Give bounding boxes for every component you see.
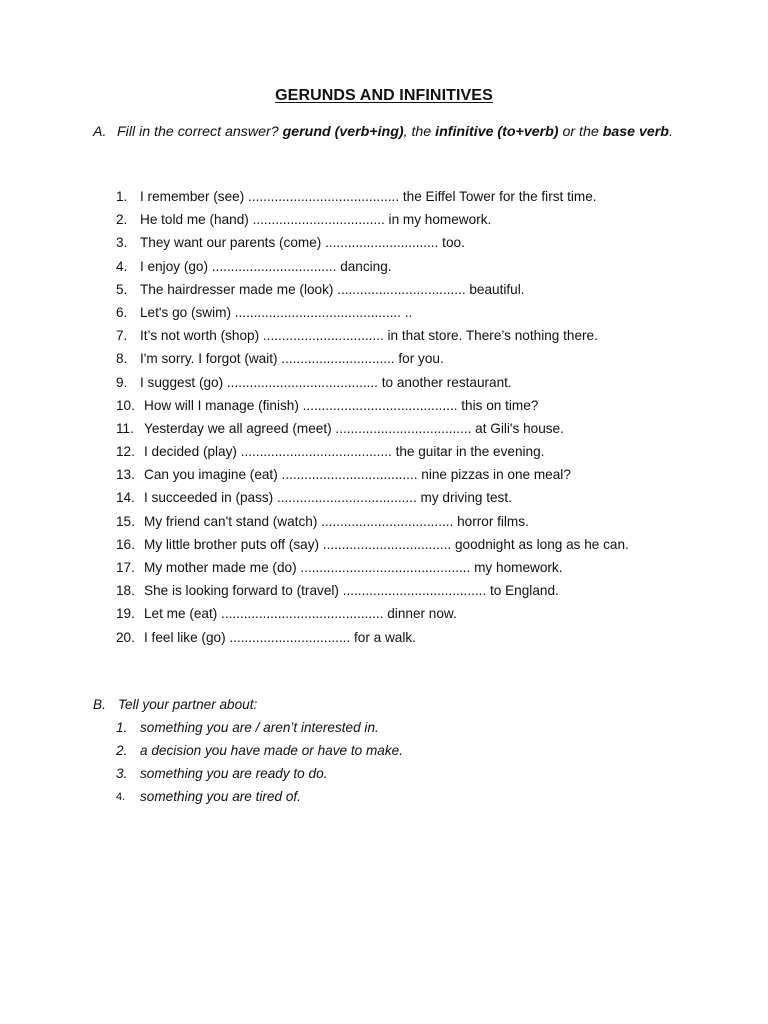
item-text: Let's go (swim) ............................................ .. xyxy=(140,304,413,320)
item-number: 2. xyxy=(116,743,128,758)
item-text: I feel like (go) ................................ for a walk. xyxy=(144,629,416,645)
item-text: My little brother puts off (say) .................................. goodnight as long as he can. xyxy=(144,536,629,552)
item-text: I remember (see) ........................................ the Eiffel Tower for the first time. xyxy=(140,189,597,204)
item-text: I enjoy (go) ................................. dancing. xyxy=(140,258,392,274)
list-item xyxy=(0,233,768,256)
item-text: My friend can't stand (watch) ................................... horror films. xyxy=(144,513,529,529)
item-number: 16. xyxy=(116,536,135,552)
list-item xyxy=(0,535,768,558)
item-text: something you are ready to do. xyxy=(140,766,328,781)
item-text: I'm sorry. I forgot (wait) .............................. for you. xyxy=(140,351,444,367)
list-item xyxy=(0,210,768,233)
list-item xyxy=(0,581,768,604)
item-text: She is looking forward to (travel) ...................................... to England. xyxy=(144,583,559,599)
item-number: 20. xyxy=(116,629,135,645)
exercise-b-list xyxy=(0,718,768,810)
item-number: 17. xyxy=(116,560,135,575)
item-text: My mother made me (do) ............................................. my homework. xyxy=(144,560,563,575)
instruction-sep-1: , the xyxy=(403,124,436,140)
list-item xyxy=(0,718,768,741)
item-text: The hairdresser made me (look) .................................. beautiful. xyxy=(140,281,525,297)
item-number: 18. xyxy=(116,583,135,599)
item-number: 4. xyxy=(116,791,126,803)
list-item xyxy=(0,604,768,627)
item-number: 1. xyxy=(116,189,128,204)
item-number: 15. xyxy=(116,513,135,529)
list-item xyxy=(0,787,768,810)
item-number: 6. xyxy=(116,304,128,320)
item-number: 13. xyxy=(116,467,135,483)
list-item xyxy=(0,396,768,419)
item-number: 8. xyxy=(116,351,128,367)
item-text: He told me (hand) ................................... in my homework. xyxy=(140,212,492,228)
list-item xyxy=(0,512,768,535)
list-item xyxy=(0,741,768,764)
item-text: They want our parents (come) .............................. too. xyxy=(140,235,465,251)
page-title: GERUNDS AND INFINITIVES xyxy=(275,87,493,104)
item-number: 11. xyxy=(116,420,134,436)
item-number: 12. xyxy=(116,444,135,460)
section-b-letter: B. xyxy=(93,697,106,712)
section-a-letter: A. xyxy=(93,124,107,140)
option-base-verb: base verb xyxy=(602,124,669,140)
instruction-lead: Fill in the correct answer? xyxy=(117,124,283,140)
item-text: I decided (play) ........................................ the guitar in the evening. xyxy=(144,444,545,460)
item-text: I succeeded in (pass) ..................................... my driving test. xyxy=(144,490,512,506)
item-number: 5. xyxy=(116,281,128,297)
item-number: 2. xyxy=(116,212,128,228)
list-item xyxy=(0,558,768,581)
item-number: 7. xyxy=(116,328,128,344)
exercise-a-list xyxy=(0,187,768,651)
item-text: a decision you have made or have to make. xyxy=(140,743,403,758)
list-item xyxy=(0,764,768,787)
item-text: Yesterday we all agreed (meet) .................................... at Gili's house. xyxy=(144,420,564,436)
item-text: Can you imagine (eat) .................................... nine pizzas in one meal? xyxy=(144,467,571,483)
list-item xyxy=(0,349,768,372)
item-text: something you are tired of. xyxy=(140,789,301,804)
item-number: 9. xyxy=(116,374,128,390)
list-item xyxy=(0,257,768,280)
list-item xyxy=(0,628,768,651)
item-text: something you are / aren’t interested in. xyxy=(140,720,379,735)
list-item xyxy=(0,280,768,303)
item-number: 10. xyxy=(116,397,135,413)
list-item xyxy=(0,187,768,210)
list-item xyxy=(0,419,768,442)
item-text: How will I manage (finish) ......................................... this on time? xyxy=(144,397,539,413)
option-infinitive: infinitive (to+verb) xyxy=(435,124,559,140)
item-number: 14. xyxy=(116,490,135,506)
item-number: 3. xyxy=(116,766,128,781)
item-text: It’s not worth (shop) ................................ in that store. There’s nothing there. xyxy=(140,328,598,344)
section-b-text: Tell your partner about: xyxy=(118,697,258,712)
item-text: Let me (eat) ........................................... dinner now. xyxy=(144,606,457,622)
option-gerund: gerund (verb+ing) xyxy=(282,124,404,140)
section-b-instruction xyxy=(93,695,257,715)
item-number: 3. xyxy=(116,235,128,251)
list-item xyxy=(0,326,768,349)
item-text: I suggest (go) ........................................ to another restaurant. xyxy=(140,374,512,390)
list-item xyxy=(0,373,768,396)
item-number: 19. xyxy=(116,606,135,622)
list-item xyxy=(0,488,768,511)
list-item xyxy=(0,442,768,465)
item-number: 4. xyxy=(116,258,128,274)
list-item xyxy=(0,303,768,326)
instruction-sep-2: or the xyxy=(558,124,603,140)
instruction-end: . xyxy=(668,124,673,140)
list-item xyxy=(0,465,768,488)
section-a-instruction xyxy=(93,124,683,141)
item-number: 1. xyxy=(116,720,128,735)
